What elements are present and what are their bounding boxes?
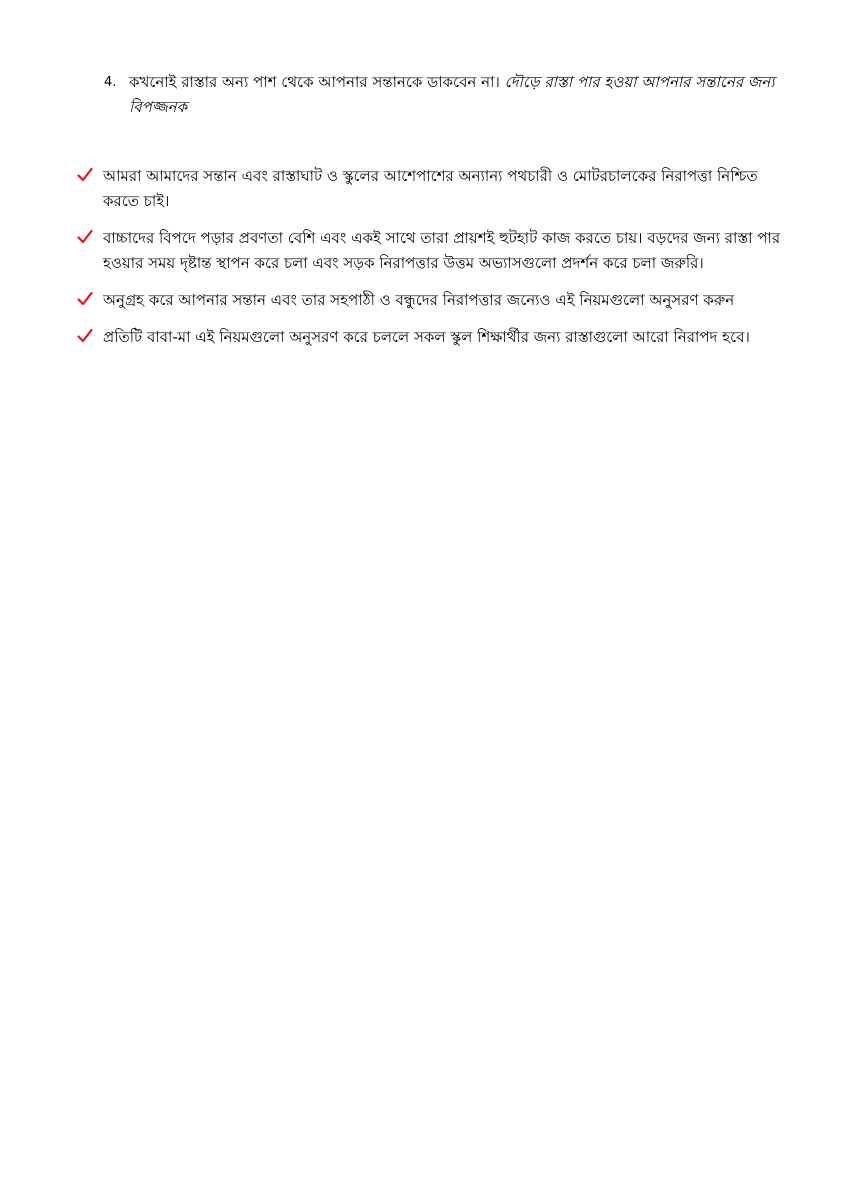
- checklist-item-text: বাচ্চাদের বিপদে পড়ার প্রবণতা বেশি এবং একই সাথে তারা প্রায়শই হুটহাট কাজ করতে চায়। বড়দের জন্য রাস্তা পার হওয়ার সময় দৃষ্টান্ত স্থাপন করে চলা এবং সড়ক নিরাপত্তার উত্তম অভ্যাসগুলো প্রদর্শন করে চলা জরুরি।: [103, 229, 781, 272]
- checkmark-icon: [76, 228, 94, 246]
- checklist-item-text: অনুগ্রহ করে আপনার সন্তান এবং তার সহপাঠী ও বন্ধুদের নিরাপত্তার জন্যেও এই নিয়মগুলো অনুসরণ করুন: [103, 291, 735, 309]
- checkmark-icon: [76, 327, 94, 345]
- checkmark-icon: [76, 166, 94, 184]
- checklist-item-text: প্রতিটি বাবা-মা এই নিয়মগুলো অনুসরণ করে চললে সকল স্কুল শিক্ষার্থীর জন্য রাস্তাগুলো আরো নিরাপদ হবে।: [103, 328, 750, 346]
- checklist: [76, 164, 796, 362]
- item-text-plain: কখনোই রাস্তার অন্য পাশ থেকে আপনার সন্তানকে ডাকবেন না।: [129, 73, 505, 91]
- checklist-item: [76, 164, 796, 214]
- checklist-item: [76, 226, 796, 276]
- item-text: [129, 70, 794, 120]
- item-number: 4.: [104, 75, 117, 90]
- checklist-item-text: আমরা আমাদের সন্তান এবং রাস্তাঘাট ও স্কুলের আশেপাশের অন্যান্য পথচারী ও মোটরচালকের নিরাপত্তা নিশ্চিত করতে চাই।: [103, 167, 758, 210]
- item-text-emphasis: দৌড়ে রাস্তা পার হওয়া আপনার সন্তানের জন্য বিপজ্জনক: [129, 73, 775, 116]
- numbered-item-4: [104, 70, 794, 120]
- checklist-item: [76, 325, 796, 350]
- checkmark-icon: [76, 290, 94, 308]
- checklist-item: [76, 288, 796, 313]
